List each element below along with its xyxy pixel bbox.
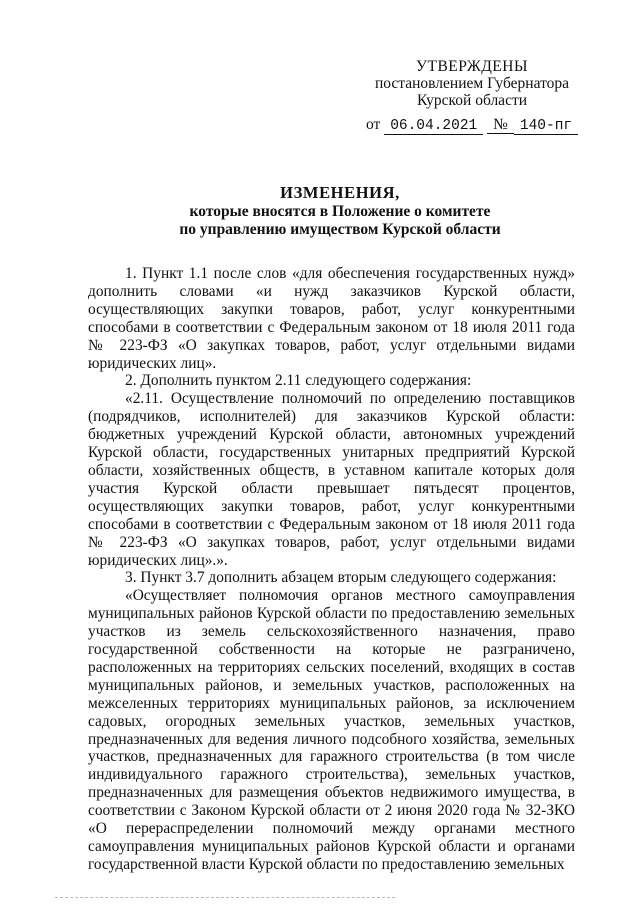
heading-title: ИЗМЕНЕНИЯ, (280, 183, 400, 202)
document-heading (90, 183, 590, 239)
paragraph-4: 3. Пункт 3.7 дополнить абзацем вторым следующего содержания: (125, 569, 557, 587)
document-body (88, 265, 575, 874)
approval-number: 140-пг (514, 118, 578, 135)
paragraph-3: «2.11. Осуществление полномочий по определению поставщиков (подрядчиков, исполнителей) для заказчиков Курской области: бюджетных учреждений Курской области, автономных учреждений Курской области, государственных унитарных предприятий Курской области, хозяйственных обществ, в уставном капитале которых доля участия Курской области превышает пятьдесят процентов, осуществляющих закупки товаров, работ, услуг конкурентными способами в соответствии с Федеральным законом от 18 июля 2011 года № 223-ФЗ «О закупках товаров, работ, услуг отдельными видами юридических лиц».». (88, 390, 575, 569)
scan-artifact-line (55, 897, 395, 898)
date-prefix: от (366, 116, 381, 133)
paragraph-1: 1. Пункт 1.1 после слов «для обеспечения государственных нужд» дополнить словами «и нужд заказчиков Курской области, осуществляющих закупки товаров, работ, услуг конкурентными способами в соответствии с Федеральным законом от 18 июля 2011 года № 223-ФЗ «О закупках товаров, работ, услуг отдельными видами юридических лиц». (88, 265, 575, 372)
approval-line-1: постановлением Губернатора (374, 75, 570, 92)
number-prefix: № (487, 116, 514, 134)
heading-subtitle-2: по управлению имуществом Курской области (179, 221, 501, 238)
approval-line-2: Курской области (416, 92, 528, 109)
approval-block (352, 58, 592, 109)
approval-title: УТВЕРЖДЕНЫ (416, 58, 528, 75)
paragraph-2: 2. Дополнить пунктом 2.11 следующего содержания: (125, 372, 472, 390)
heading-subtitle-1: которые вносятся в Положение о комитете (189, 203, 491, 220)
paragraph-5: «Осуществляет полномочия органов местного самоуправления муниципальных районов Курской области по предоставлению земельных участков из земель сельскохозяйственного назначения, право государственной собственности на которые не разграничено, расположенных на территориях сельских поселений, входящих в состав муниципальных районов, и земельных участков, расположенных на межселенных территориях муниципальных районов, за исключением садовых, огородных земельных участков, земельных участков, предназначенных для ведения личного подсобного хозяйства, земельных участков, предназначенных для гаражного строительства (в том числе индивидуального гаражного строительства), земельных участков, предназначенных для размещения объектов недвижимого имущества, в соответствии с Законом Курской области от 2 июня 2020 года № 32-ЗКО «О перераспределении полномочий между органами местного самоуправления муниципальных районов Курской области и органами государственной власти Курской области по предоставлению земельных (88, 587, 575, 873)
approval-date-line (366, 116, 606, 134)
approval-date: 06.04.2021 (384, 118, 483, 135)
